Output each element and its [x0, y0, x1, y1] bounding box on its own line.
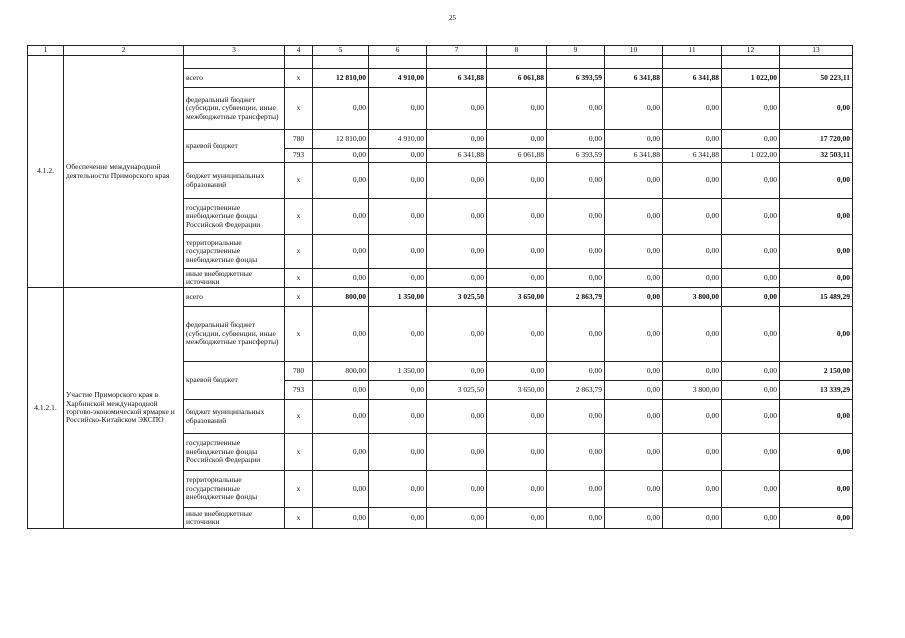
year-value: 0,00 [369, 381, 427, 400]
budget-code: x [285, 508, 313, 529]
budget-code: x [285, 471, 313, 508]
total-value: 0,00 [780, 163, 853, 199]
column-header: 12 [722, 46, 780, 56]
column-header: 3 [184, 46, 285, 56]
year-value: 0,00 [547, 307, 605, 362]
funding-source: бюджет муниципальных образований [184, 400, 285, 434]
total-value: 32 503,11 [780, 149, 853, 163]
year-value: 12 810,00 [313, 130, 369, 149]
empty-cell [369, 56, 427, 69]
year-value: 0,00 [427, 199, 487, 235]
year-value: 0,00 [605, 288, 663, 307]
year-value: 0,00 [547, 362, 605, 381]
year-value: 0,00 [427, 434, 487, 471]
year-value: 0,00 [487, 199, 547, 235]
year-value: 0,00 [427, 269, 487, 288]
funding-source: бюджет муниципальных образований [184, 163, 285, 199]
year-value: 0,00 [663, 199, 722, 235]
year-value: 0,00 [369, 235, 427, 269]
column-header: 11 [663, 46, 722, 56]
column-header: 5 [313, 46, 369, 56]
empty-cell [605, 56, 663, 69]
funding-source: краевой бюджет [184, 362, 285, 400]
year-value: 0,00 [605, 199, 663, 235]
funding-source: государственные внебюджетные фонды Российской Федерации [184, 434, 285, 471]
total-value: 0,00 [780, 269, 853, 288]
year-value: 0,00 [722, 362, 780, 381]
year-value: 0,00 [605, 235, 663, 269]
year-value: 0,00 [487, 434, 547, 471]
year-value: 0,00 [487, 400, 547, 434]
year-value: 0,00 [369, 471, 427, 508]
total-value: 15 489,29 [780, 288, 853, 307]
column-header: 7 [427, 46, 487, 56]
section-code: 4.1.2. [28, 56, 64, 288]
empty-cell [722, 56, 780, 69]
year-value: 0,00 [313, 307, 369, 362]
year-value: 0,00 [722, 381, 780, 400]
year-value: 0,00 [547, 400, 605, 434]
empty-cell [427, 56, 487, 69]
year-value: 0,00 [605, 362, 663, 381]
budget-code: x [285, 307, 313, 362]
year-value: 0,00 [313, 235, 369, 269]
year-value: 0,00 [547, 434, 605, 471]
funding-source: федеральный бюджет (субсидии, субвенции, иные межбюджетные трансферты) [184, 88, 285, 130]
year-value: 0,00 [427, 471, 487, 508]
year-value: 0,00 [547, 508, 605, 529]
year-value: 6 341,88 [605, 69, 663, 88]
year-value: 0,00 [722, 307, 780, 362]
year-value: 0,00 [547, 130, 605, 149]
year-value: 0,00 [487, 130, 547, 149]
year-value: 0,00 [427, 508, 487, 529]
column-header: 10 [605, 46, 663, 56]
column-header: 2 [64, 46, 184, 56]
funding-source: всего [184, 69, 285, 88]
year-value: 0,00 [605, 434, 663, 471]
section-code: 4.1.2.1. [28, 288, 64, 529]
year-value: 3 800,00 [663, 288, 722, 307]
budget-code: 780 [285, 362, 313, 381]
year-value: 6 341,88 [427, 149, 487, 163]
empty-cell [285, 56, 313, 69]
year-value: 0,00 [369, 88, 427, 130]
funding-source: территориальные государственные внебюджетные фонды [184, 235, 285, 269]
budget-code: x [285, 88, 313, 130]
year-value: 0,00 [313, 269, 369, 288]
year-value: 0,00 [427, 307, 487, 362]
year-value: 0,00 [427, 88, 487, 130]
budget-code: x [285, 269, 313, 288]
year-value: 0,00 [722, 163, 780, 199]
year-value: 3 800,00 [663, 381, 722, 400]
total-value: 17 720,00 [780, 130, 853, 149]
year-value: 0,00 [722, 434, 780, 471]
year-value: 4 910,00 [369, 130, 427, 149]
funding-source: иные внебюджетные источники [184, 508, 285, 529]
budget-code: x [285, 199, 313, 235]
year-value: 0,00 [663, 88, 722, 130]
year-value: 0,00 [605, 400, 663, 434]
budget-code: x [285, 288, 313, 307]
year-value: 1 022,00 [722, 69, 780, 88]
column-header: 13 [780, 46, 853, 56]
year-value: 0,00 [722, 235, 780, 269]
year-value: 0,00 [663, 269, 722, 288]
year-value: 6 341,88 [427, 69, 487, 88]
total-value: 0,00 [780, 235, 853, 269]
year-value: 0,00 [547, 269, 605, 288]
year-value: 0,00 [663, 307, 722, 362]
total-value: 0,00 [780, 307, 853, 362]
year-value: 0,00 [313, 199, 369, 235]
year-value: 0,00 [663, 508, 722, 529]
budget-code: x [285, 400, 313, 434]
year-value: 0,00 [663, 471, 722, 508]
funding-source: иные внебюджетные источники [184, 269, 285, 288]
year-value: 0,00 [487, 471, 547, 508]
year-value: 0,00 [313, 400, 369, 434]
year-value: 0,00 [547, 88, 605, 130]
year-value: 0,00 [722, 269, 780, 288]
year-value: 6 341,88 [605, 149, 663, 163]
column-header-row [28, 46, 853, 56]
year-value: 0,00 [663, 163, 722, 199]
year-value: 0,00 [313, 434, 369, 471]
year-value: 0,00 [605, 471, 663, 508]
year-value: 0,00 [369, 269, 427, 288]
year-value: 0,00 [313, 381, 369, 400]
total-value: 50 223,11 [780, 69, 853, 88]
column-header: 6 [369, 46, 427, 56]
total-value: 13 339,29 [780, 381, 853, 400]
year-value: 1 022,00 [722, 149, 780, 163]
year-value: 0,00 [722, 288, 780, 307]
empty-cell [547, 56, 605, 69]
year-value: 1 350,00 [369, 288, 427, 307]
year-value: 0,00 [663, 400, 722, 434]
year-value: 800,00 [313, 288, 369, 307]
year-value: 2 863,79 [547, 381, 605, 400]
year-value: 0,00 [369, 400, 427, 434]
page-number: 25 [449, 14, 456, 22]
year-value: 0,00 [369, 434, 427, 471]
year-value: 0,00 [313, 88, 369, 130]
year-value: 0,00 [663, 362, 722, 381]
year-value: 0,00 [487, 88, 547, 130]
year-value: 6 061,88 [487, 149, 547, 163]
year-value: 0,00 [605, 307, 663, 362]
year-value: 4 910,00 [369, 69, 427, 88]
year-value: 0,00 [369, 163, 427, 199]
year-value: 0,00 [313, 508, 369, 529]
year-value: 3 025,50 [427, 381, 487, 400]
empty-cell [663, 56, 722, 69]
funding-source: территориальные государственные внебюджетные фонды [184, 471, 285, 508]
funding-source: всего [184, 288, 285, 307]
section-name: Обеспечение международной деятельности Приморского края [64, 56, 184, 288]
year-value: 0,00 [547, 471, 605, 508]
year-value: 6 341,88 [663, 149, 722, 163]
total-value: 0,00 [780, 88, 853, 130]
year-value: 6 393,59 [547, 149, 605, 163]
empty-cell [313, 56, 369, 69]
year-value: 0,00 [369, 508, 427, 529]
funding-source: федеральный бюджет (субсидии, субвенции, иные межбюджетные трансферты) [184, 307, 285, 362]
year-value: 0,00 [605, 381, 663, 400]
funding-source: краевой бюджет [184, 130, 285, 163]
year-value: 0,00 [722, 88, 780, 130]
year-value: 0,00 [487, 508, 547, 529]
year-value: 12 810,00 [313, 69, 369, 88]
budget-code: 793 [285, 381, 313, 400]
empty-cell [780, 56, 853, 69]
budget-code: x [285, 163, 313, 199]
year-value: 0,00 [663, 235, 722, 269]
empty-cell [184, 56, 285, 69]
year-value: 0,00 [547, 199, 605, 235]
year-value: 6 341,88 [663, 69, 722, 88]
year-value: 0,00 [722, 130, 780, 149]
year-value: 6 061,88 [487, 69, 547, 88]
year-value: 0,00 [487, 269, 547, 288]
empty-cell [487, 56, 547, 69]
column-header: 1 [28, 46, 64, 56]
year-value: 0,00 [605, 508, 663, 529]
year-value: 1 350,00 [369, 362, 427, 381]
year-value: 0,00 [369, 307, 427, 362]
year-value: 0,00 [605, 269, 663, 288]
year-value: 0,00 [722, 199, 780, 235]
year-value: 800,00 [313, 362, 369, 381]
funding-source: государственные внебюджетные фонды Российской Федерации [184, 199, 285, 235]
year-value: 0,00 [427, 362, 487, 381]
budget-table [27, 45, 853, 529]
year-value: 0,00 [313, 163, 369, 199]
year-value: 0,00 [427, 400, 487, 434]
column-header: 9 [547, 46, 605, 56]
year-value: 0,00 [313, 471, 369, 508]
year-value: 0,00 [427, 235, 487, 269]
year-value: 0,00 [487, 362, 547, 381]
section-spacer-row [28, 56, 853, 69]
column-header: 4 [285, 46, 313, 56]
total-value: 0,00 [780, 434, 853, 471]
budget-code: 780 [285, 130, 313, 149]
year-value: 0,00 [487, 163, 547, 199]
year-value: 0,00 [605, 130, 663, 149]
total-value: 0,00 [780, 199, 853, 235]
year-value: 0,00 [663, 434, 722, 471]
year-value: 0,00 [722, 508, 780, 529]
year-value: 0,00 [369, 149, 427, 163]
budget-code: x [285, 69, 313, 88]
year-value: 0,00 [605, 163, 663, 199]
total-value: 0,00 [780, 508, 853, 529]
year-value: 0,00 [663, 130, 722, 149]
column-header: 8 [487, 46, 547, 56]
year-value: 0,00 [547, 235, 605, 269]
section-name: Участие Приморского края в Харбинской международной торгово-экономической ярмарке и Российско-Китайском ЭКСПО [64, 288, 184, 529]
budget-code: 793 [285, 149, 313, 163]
total-value: 0,00 [780, 400, 853, 434]
year-value: 0,00 [427, 163, 487, 199]
budget-code: x [285, 434, 313, 471]
year-value: 0,00 [313, 149, 369, 163]
year-value: 3 025,50 [427, 288, 487, 307]
year-value: 0,00 [487, 235, 547, 269]
total-value: 0,00 [780, 471, 853, 508]
year-value: 0,00 [427, 130, 487, 149]
year-value: 3 650,00 [487, 288, 547, 307]
year-value: 3 650,00 [487, 381, 547, 400]
year-value: 0,00 [722, 400, 780, 434]
table-row [28, 288, 853, 307]
year-value: 2 863,79 [547, 288, 605, 307]
year-value: 0,00 [547, 163, 605, 199]
year-value: 0,00 [369, 199, 427, 235]
budget-code: x [285, 235, 313, 269]
total-value: 2 150,00 [780, 362, 853, 381]
year-value: 6 393,59 [547, 69, 605, 88]
year-value: 0,00 [605, 88, 663, 130]
year-value: 0,00 [487, 307, 547, 362]
year-value: 0,00 [722, 471, 780, 508]
